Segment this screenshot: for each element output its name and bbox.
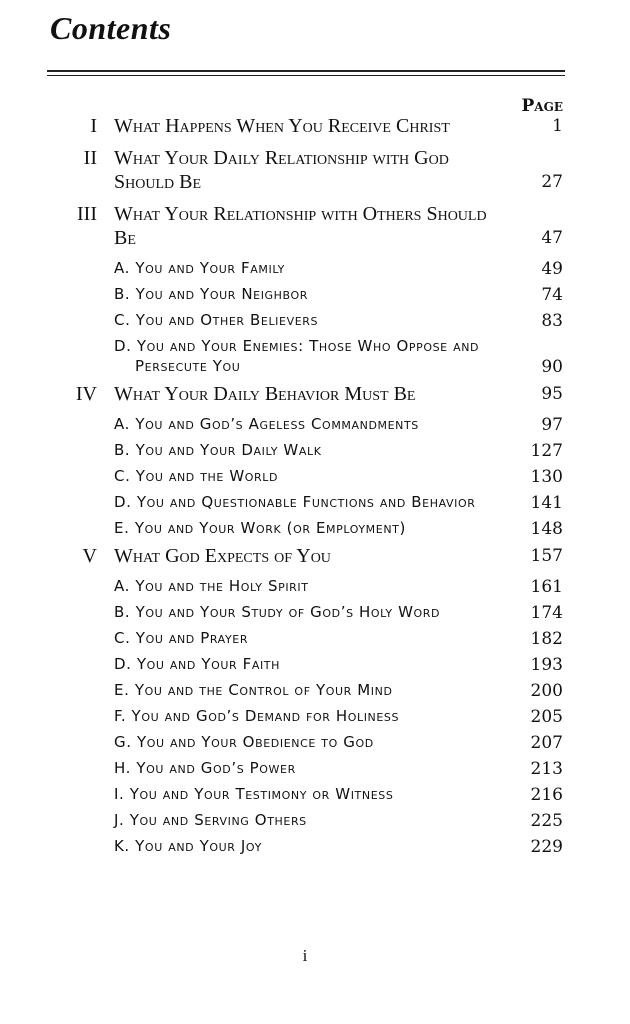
chapter-number: II bbox=[83, 147, 97, 169]
chapter-title: What Happens When You Receive Christ bbox=[114, 115, 450, 137]
section-entry[interactable] bbox=[0, 706, 630, 732]
section-entry[interactable] bbox=[0, 518, 630, 544]
chapter-entry[interactable] bbox=[0, 146, 630, 194]
chapter-entry[interactable] bbox=[0, 202, 630, 250]
section-title: E. You and the Control of Your Mind bbox=[114, 681, 393, 699]
section-page-number: 193 bbox=[530, 655, 563, 675]
section-entry[interactable] bbox=[0, 810, 630, 836]
section-entry[interactable] bbox=[0, 466, 630, 492]
section-title: C. You and Prayer bbox=[114, 629, 249, 647]
chapter-number: III bbox=[77, 203, 97, 225]
chapter-title: What Your Daily Behavior Must Be bbox=[114, 383, 416, 405]
section-title: G. You and Your Obedience to God bbox=[114, 733, 374, 751]
page-folio: i bbox=[302, 946, 308, 965]
section-entry[interactable] bbox=[0, 836, 630, 862]
section-page-number: 200 bbox=[530, 681, 563, 701]
chapter-number: V bbox=[82, 545, 97, 567]
section-page-number: 205 bbox=[530, 707, 563, 727]
section-entry[interactable] bbox=[0, 576, 630, 602]
title-divider bbox=[47, 70, 565, 76]
section-title: B. You and Your Neighbor bbox=[114, 285, 309, 303]
section-title: E. You and Your Work (or Employment) bbox=[114, 519, 406, 537]
section-page-number: 127 bbox=[530, 441, 563, 461]
section-title: F. You and God’s Demand for Holiness bbox=[114, 707, 400, 725]
page-title: Contents bbox=[50, 10, 172, 46]
chapter-entry[interactable] bbox=[0, 382, 630, 406]
table-of-contents bbox=[0, 114, 630, 862]
section-title: C. You and the World bbox=[114, 467, 279, 485]
section-entry[interactable] bbox=[0, 284, 630, 310]
section-page-number: 83 bbox=[541, 311, 563, 331]
section-title: B. You and Your Study of God’s Holy Word bbox=[114, 603, 441, 621]
chapter-number: I bbox=[90, 115, 97, 137]
section-entry[interactable] bbox=[0, 680, 630, 706]
section-entry[interactable] bbox=[0, 654, 630, 680]
section-title: A. You and God’s Ageless Commandments bbox=[114, 415, 419, 433]
chapter-page-number: 1 bbox=[552, 116, 563, 136]
section-entry[interactable] bbox=[0, 784, 630, 810]
section-page-number: 148 bbox=[530, 519, 563, 539]
section-title: D. You and Questionable Functions and Behavior bbox=[114, 493, 476, 511]
section-page-number: 90 bbox=[541, 357, 563, 377]
section-entry[interactable] bbox=[0, 758, 630, 784]
chapter-entry[interactable] bbox=[0, 114, 630, 138]
chapter-page-number: 27 bbox=[541, 172, 563, 192]
section-page-number: 97 bbox=[541, 415, 563, 435]
section-entry[interactable] bbox=[0, 732, 630, 758]
chapter-page-number: 157 bbox=[530, 546, 563, 566]
section-entry[interactable] bbox=[0, 258, 630, 284]
chapter-number: IV bbox=[75, 383, 97, 405]
section-title: K. You and Your Joy bbox=[114, 837, 262, 855]
page-column-header: Page bbox=[521, 96, 563, 116]
section-title: D. You and Your Faith bbox=[114, 655, 280, 673]
section-page-number: 229 bbox=[530, 837, 563, 857]
section-entry[interactable] bbox=[0, 628, 630, 654]
section-page-number: 130 bbox=[530, 467, 563, 487]
section-title: J. You and Serving Others bbox=[114, 811, 307, 829]
section-entry[interactable] bbox=[0, 310, 630, 336]
section-entry[interactable] bbox=[0, 336, 630, 382]
section-title: A. You and the Holy Spirit bbox=[114, 577, 309, 595]
section-entry[interactable] bbox=[0, 440, 630, 466]
section-title: B. You and Your Daily Walk bbox=[114, 441, 322, 459]
section-entry[interactable] bbox=[0, 602, 630, 628]
section-entry[interactable] bbox=[0, 414, 630, 440]
section-page-number: 161 bbox=[530, 577, 563, 597]
section-title: I. You and Your Testimony or Witness bbox=[114, 785, 394, 803]
section-page-number: 213 bbox=[530, 759, 563, 779]
section-title: D. You and Your Enemies: Those Who Oppose and Persecute You bbox=[114, 337, 480, 375]
section-page-number: 207 bbox=[530, 733, 563, 753]
section-title: A. You and Your Family bbox=[114, 259, 285, 277]
section-page-number: 174 bbox=[530, 603, 563, 623]
section-page-number: 49 bbox=[541, 259, 563, 279]
section-page-number: 225 bbox=[530, 811, 563, 831]
chapter-title: What God Expects of You bbox=[114, 545, 331, 567]
chapter-page-number: 95 bbox=[541, 384, 563, 404]
chapter-page-number: 47 bbox=[541, 228, 563, 248]
chapter-title: What Your Daily Relationship with God Should Be bbox=[114, 147, 449, 193]
section-page-number: 74 bbox=[541, 285, 563, 305]
section-title: H. You and God’s Power bbox=[114, 759, 296, 777]
section-page-number: 216 bbox=[530, 785, 563, 805]
section-entry[interactable] bbox=[0, 492, 630, 518]
section-page-number: 141 bbox=[530, 493, 563, 513]
section-page-number: 182 bbox=[530, 629, 563, 649]
section-title: C. You and Other Believers bbox=[114, 311, 319, 329]
chapter-title: What Your Relationship with Others Should Be bbox=[114, 203, 487, 249]
chapter-entry[interactable] bbox=[0, 544, 630, 568]
